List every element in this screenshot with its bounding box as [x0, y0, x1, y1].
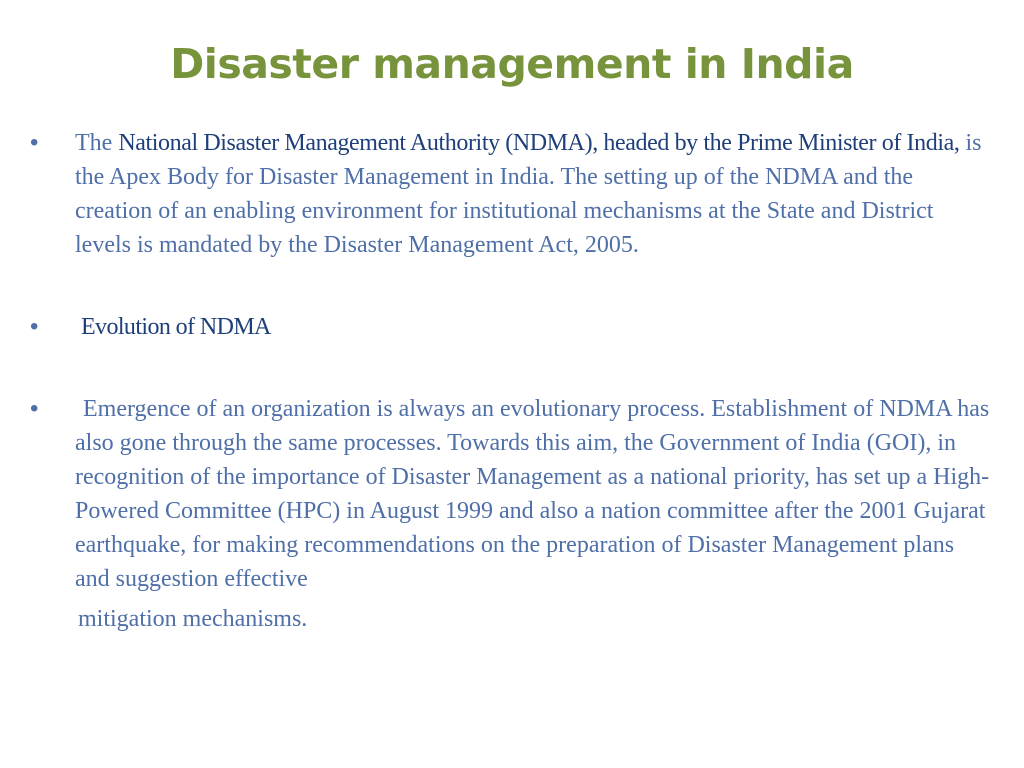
- bullet-lead-text: The: [75, 130, 113, 156]
- slide-title: Disaster management in India: [170, 40, 854, 88]
- bullet-emphasis-text: National Disaster Management Authority (NDMA), headed by the Prime Minister of India,: [118, 130, 960, 156]
- bullet-marker: •: [30, 395, 39, 422]
- bullet-body-text: is the Apex Body for Disaster Management in India. The setting up of the NDMA and the creation of an enabling environment for institutional mechanisms at the State and District levels is mandated by the Disaster Management Act, 2005.: [75, 130, 982, 258]
- bullet-body-text: Emergence of an organization is always an evolutionary process. Establishment of NDMA has also gone through the same processes. Towards this aim, the Government of India (GOI), in recognition of the importance of Disaster Management as a national priority, has set up a High-Powered Committee (HPC) in August 1999 and also a nation committee after the 2001 Gujarat earthquake, for making recommendations on the preparation of Disaster Management plans and suggestion effective: [75, 396, 990, 592]
- bullet-item-evolution: [30, 310, 990, 344]
- bullet-marker: •: [30, 129, 39, 156]
- bullet-marker: •: [30, 313, 39, 340]
- bullet-item-emergence: [30, 392, 990, 596]
- bullet-heading: Evolution of NDMA: [81, 314, 271, 340]
- slide-body: [30, 126, 990, 636]
- continuation-text: mitigation mechanisms.: [78, 606, 308, 632]
- bullet-item-ndma: [30, 126, 990, 262]
